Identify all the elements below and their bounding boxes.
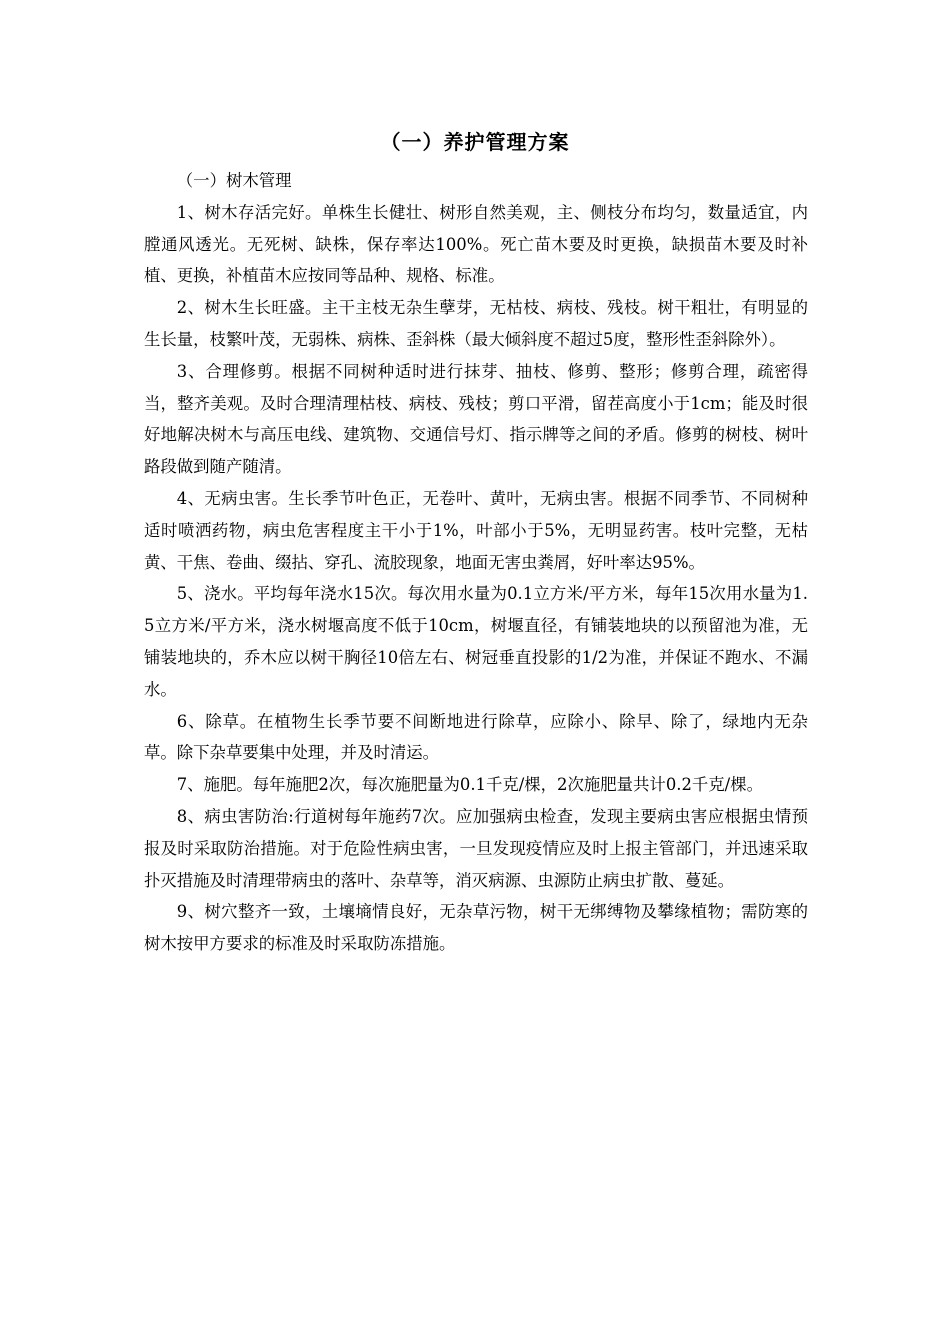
document-title: （一）养护管理方案: [380, 130, 570, 154]
paragraph-7: 7、施肥。每年施肥2次，每次施肥量为0.1千克/棵，2次施肥量共计0.2千克/棵。: [176, 775, 763, 795]
paragraph-4: 4、无病虫害。生长季节叶色正，无卷叶、黄叶，无病虫害。根据不同季节、不同树种适时喷洒药物，病虫危害程度主干小于1%，叶部小于5%，无明显药害。枝叶完整，无枯黄、干焦、卷曲、缀拈、穿孔、流胶现象，地面无害虫粪屑，好叶率达95%。: [144, 488, 808, 572]
paragraph-2: 2、树木生长旺盛。主干主枝无杂生孽芽，无枯枝、病枝、残枝。树干粗壮，有明显的生长量，枝繁叶茂，无弱株、病株、歪斜株（最大倾斜度不超过5度，整形性歪斜除外）。: [144, 298, 808, 349]
paragraph-6: 6、除草。在植物生长季节要不间断地进行除草，应除小、除早、除了，绿地内无杂草。除下杂草要集中处理，并及时清运。: [144, 711, 808, 763]
paragraph-3: 3、合理修剪。根据不同树种适时进行抹芽、抽枝、修剪、整形；修剪合理，疏密得当，整齐美观。及时合理清理枯枝、病枝、残枝；剪口平滑，留茬高度小于1cm；能及时很好地解决树木与高压电线、建筑物、交通信号灯、指示牌等之间的矛盾。修剪的树枝、树叶路段做到随产随清。: [144, 361, 808, 477]
section-heading: （一）树木管理: [176, 171, 292, 190]
document-body: [144, 165, 808, 960]
paragraph-9: 9、树穴整齐一致，土壤墒情良好，无杂草污物，树干无绑缚物及攀缘植物；需防寒的树木按甲方要求的标准及时采取防冻措施。: [144, 902, 808, 954]
paragraph-1: 1、树木存活完好。单株生长健壮、树形自然美观，主、侧枝分布均匀，数量适宜，内膛通风透光。无死树、缺株，保存率达100%。死亡苗木要及时更换，缺损苗木要及时补植、更换，补植苗木应按同等品种、规格、标准。: [144, 202, 808, 286]
paragraph-8: 8、病虫害防治:行道树每年施药7次。应加强病虫检查，发现主要病虫害应根据虫情预报及时采取防治措施。对于危险性病虫害，一旦发现疫情应及时上报主管部门，并迅速采取扑灭措施及时清理带病虫的落叶、杂草等，消灭病源、虫源防止病虫扩散、蔓延。: [144, 806, 808, 890]
paragraph-5: 5、浇水。平均每年浇水15次。每次用水量为0.1立方米/平方米，每年15次用水量为1.5立方米/平方米，浇水树堰高度不低于10cm，树堰直径，有铺装地块的以预留池为准，无铺装地块的，乔木应以树干胸径10倍左右、树冠垂直投影的1/2为准，并保证不跑水、不漏水。: [144, 584, 808, 699]
